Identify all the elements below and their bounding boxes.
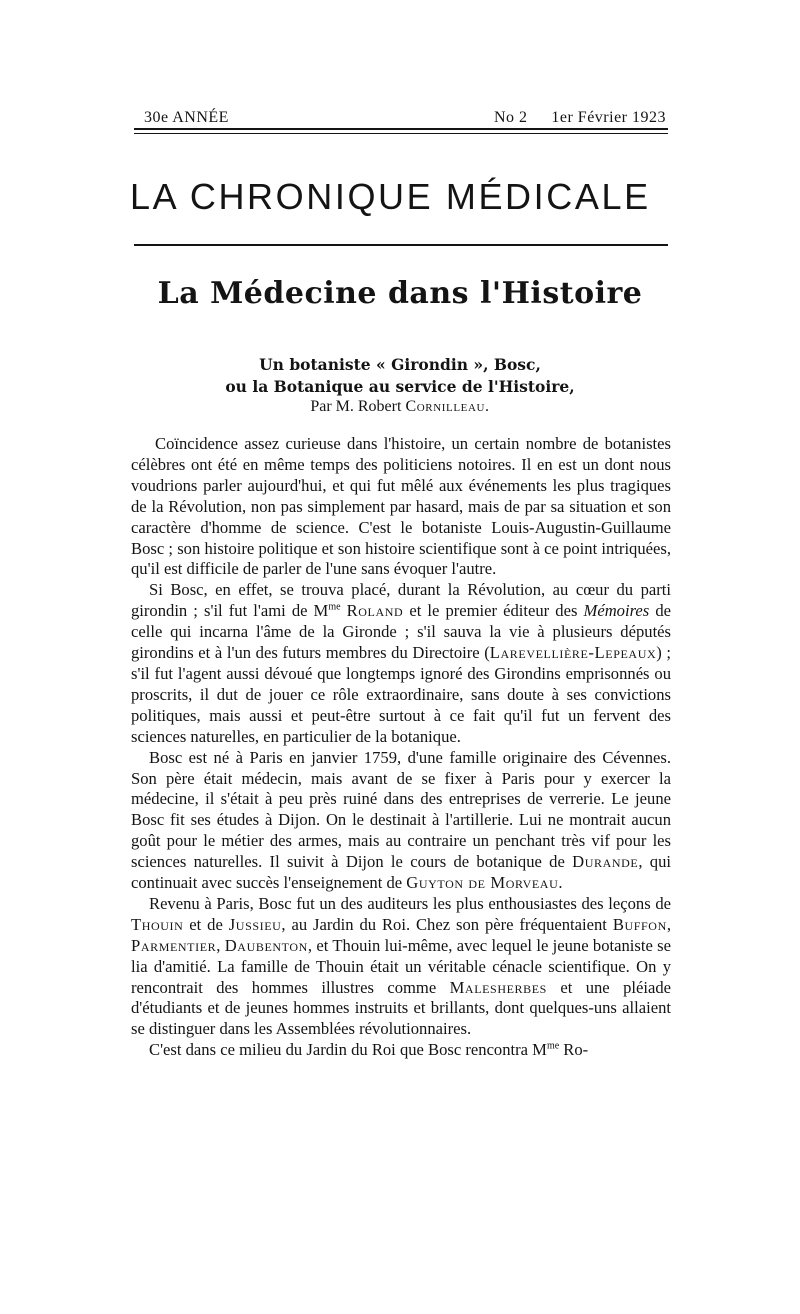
name-daubenton: Daubenton (224, 935, 308, 955)
name-roland: Roland (346, 601, 404, 621)
name-jussieu: Jussieu (228, 914, 282, 934)
name-malesherbes: Malesherbes (449, 977, 547, 997)
text-run: de celle qui incarna l'âme de la Gironde ; s'il sauva la vie à plusieurs députés girondins et à l'un des futurs membres du Directoire ( (131, 601, 671, 663)
text-run: , et Thouin lui-même, avec lequel le jeune botaniste se lia d'amitié. La famille de Thouin était un véritable cénacle scientifique. On y rencontrait des hommes illustres comme (131, 935, 671, 997)
paragraph-1: Coïncidence assez curieuse dans l'histoire, un certain nombre de botanistes célèbres ont été en même temps des politiciens notoires. Il en est un dont nous voudrions parler aujourd'hui, et qui fut mêlé aux événements les plus tragiques de la Révolution, non pas simplement par hasard, mais de par sa situation et son caractère d'homme de science. C'est le botaniste Louis-Augustin-Guillaume Bosc ; son histoire politique et son histoire scientifique sont à ce point intriquées, qu'il est difficile de parler de l'une sans évoquer l'autre. (131, 434, 671, 579)
text-run: Si Bosc, en effet, se trouva placé, durant la Révolution, au cœur du parti girondin ; s'il fut l'ami de M (131, 580, 671, 621)
text-run: et de (183, 914, 229, 934)
article-title-line-2: ou la Botanique au service de l'Histoire, (225, 377, 575, 396)
superscript: me (328, 601, 341, 613)
title-memoires: Mémoires (583, 601, 650, 621)
paragraph-3 (131, 748, 671, 894)
text-run: , (216, 935, 225, 955)
article-body (131, 434, 671, 1061)
name-guyton: Guyton de Morveau (406, 873, 559, 893)
name-parmentier: Parmentier (131, 935, 217, 955)
text-run: , (666, 914, 671, 934)
superscript: me (546, 1040, 560, 1052)
text-run: C'est dans ce milieu du Jardin du Roi que Bosc rencontra M (149, 1040, 547, 1060)
text-run: ) ; s'il fut l'agent aussi dévoué que longtemps ignoré des Girondins emprisonnés ou proscrits, il dut de jouer ce rôle extraordinaire, sans doute à ses convictions politiques, mais aussi et peut-être surtout à ce fait qu'il fut un fervent des sciences naturelles, en particulier de la botanique. (131, 643, 671, 746)
author-name: Cornilleau. (405, 398, 490, 415)
text-run: . (558, 873, 563, 893)
text-run: Revenu à Paris, Bosc fut un des auditeurs les plus enthousiastes des leçons de (149, 893, 671, 913)
text-run: et le premier éditeur des (403, 601, 584, 621)
section-heading: La Médecine dans l'Histoire (157, 276, 643, 311)
article-title-line-1: Un botaniste « Girondin », Bosc, (259, 355, 541, 374)
paragraph-5 (131, 1040, 671, 1061)
text-run: Ro- (559, 1040, 589, 1060)
name-buffon: Buffon (612, 914, 667, 934)
byline-prefix: Par M. Robert (310, 398, 406, 415)
title-rule (134, 244, 668, 246)
text-run: , au Jardin du Roi. Chez son père fréquentaient (281, 914, 613, 934)
issue-number: No 2 (494, 109, 528, 126)
header-double-rule (134, 128, 668, 134)
text-run: et une pléiade d'étudiants et de jeunes hommes instruits et brillants, dont quelques-uns allaient se distinguer dans les Assemblées révolutionnaires. (131, 977, 671, 1039)
article-title (130, 354, 670, 398)
volume-year: 30e ANNÉE (144, 109, 229, 126)
journal-title: LA CHRONIQUE MÉDICALE (130, 176, 651, 217)
name-larevelliere: Larevellière-Lepeaux (489, 643, 657, 663)
name-thouin: Thouin (131, 914, 184, 934)
text-run: , qui continuait avec succès l'enseignement de (131, 852, 671, 893)
byline (130, 398, 670, 416)
paragraph-4 (131, 894, 671, 1040)
text-run: Bosc est né à Paris en janvier 1759, d'une famille originaire des Cévennes. Son père était médecin, mais avant de se fixer à Paris pour y exercer la médecine, il s'était à peu près ruiné dans des entreprises de verrerie. Le jeune Bosc fit ses études à Dijon. On le destinait à l'artillerie. Lui ne montrait aucun goût pour le métier des armes, mais au contraire un penchant très vif pour les sciences naturelles. Il suivit à Dijon le cours de botanique de (131, 747, 671, 872)
paragraph-2 (131, 580, 671, 747)
name-durande: Durande (572, 852, 639, 872)
issue-date: 1er Février 1923 (551, 109, 666, 126)
